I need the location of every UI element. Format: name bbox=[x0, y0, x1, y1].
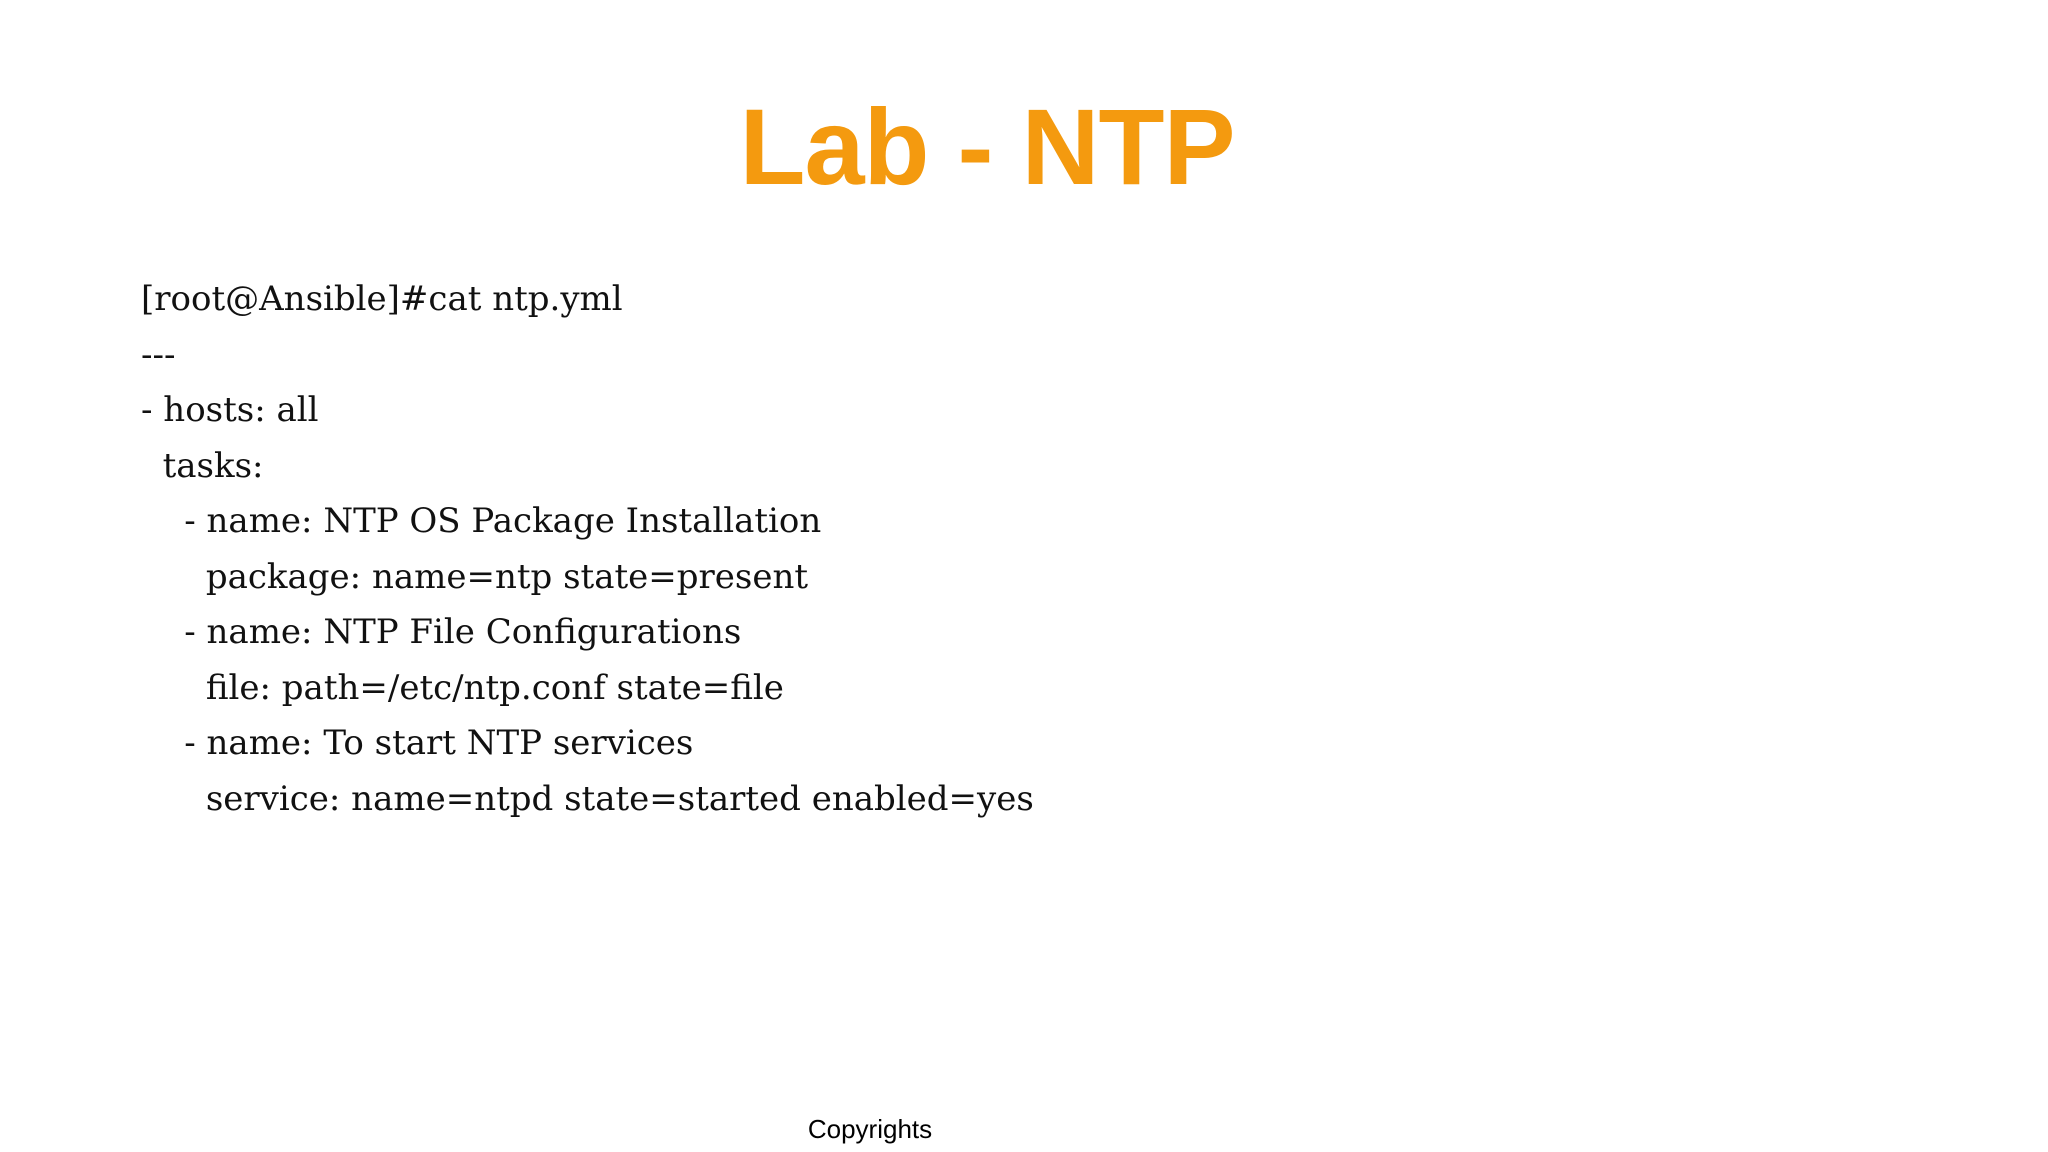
code-line: [root@Ansible]#cat ntp.yml bbox=[141, 279, 623, 319]
code-line: package: name=ntp state=present bbox=[141, 556, 809, 597]
code-line: - name: To start NTP services bbox=[141, 723, 694, 763]
footer-copyright: Copyrights bbox=[807, 1114, 933, 1144]
code-line: file: path=/etc/ntp.conf state=file bbox=[141, 667, 784, 708]
code-line: - hosts: all bbox=[141, 390, 319, 430]
code-listing bbox=[141, 272, 1034, 827]
code-line: - name: NTP OS Package Installation bbox=[141, 501, 822, 541]
code-line: - name: NTP File Configurations bbox=[141, 612, 742, 652]
code-line: tasks: bbox=[141, 445, 264, 486]
slide-title: Lab - NTP bbox=[739, 86, 1235, 207]
code-line: service: name=ntpd state=started enabled=yes bbox=[141, 778, 1034, 819]
code-line: --- bbox=[141, 334, 176, 375]
